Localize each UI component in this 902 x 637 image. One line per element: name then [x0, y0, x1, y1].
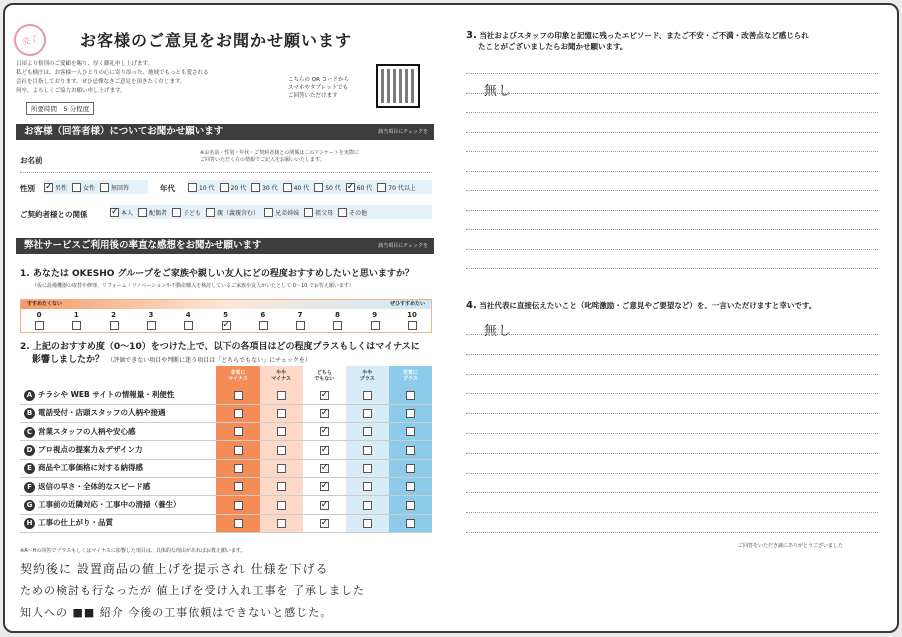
page-title: お客様のご意見をお聞かせ願います — [80, 31, 353, 50]
qr-caption: こちらの QR コードから スマホやタブレットでも ご回答いただけます — [288, 77, 350, 99]
ruled-line — [466, 229, 878, 230]
gender-label: 性別 — [20, 184, 35, 193]
ruled-line — [466, 374, 878, 375]
matrix-checkbox[interactable] — [234, 391, 243, 400]
matrix-checkbox[interactable]: ✓ — [320, 389, 329, 400]
matrix-row-a — [20, 386, 432, 404]
matrix-checkbox[interactable] — [363, 391, 372, 400]
scale-checkbox-0[interactable] — [35, 321, 44, 330]
age-option-50[interactable]: 50 代 — [314, 183, 341, 192]
scale-number-3: 3 — [148, 311, 154, 319]
answer-4-handwriting[interactable]: 無し — [484, 324, 513, 339]
scale-number-6: 6 — [260, 311, 266, 319]
scale-checkbox-9[interactable] — [371, 321, 380, 330]
matrix-row-f — [20, 477, 432, 495]
scale-checkbox-7[interactable] — [296, 321, 305, 330]
handwritten-reason[interactable]: 契約後に 設置商品の値上げを提示され 仕様を下げる ための検討も行なったが 値上げを受け入れ工事を 了承しました 知人への ■■ 紹介 今後の工事依頼はできないと感じた。 — [20, 562, 365, 619]
item-key-badge: H — [24, 518, 35, 529]
matrix-checkbox[interactable] — [277, 519, 286, 528]
matrix-checkbox[interactable] — [277, 482, 286, 491]
matrix-checkbox[interactable] — [234, 519, 243, 528]
matrix-checkbox[interactable]: ✓ — [320, 481, 329, 492]
question-4: 4. 当社代表に直接伝えたいこと（叱咤激励・ご意見やご要望など）を、一言いただけますと幸いです。 — [466, 300, 817, 311]
age-options — [188, 180, 432, 194]
question-3: 3. 当社およびスタッフの印象と記憶に残ったエピソード、またご不安・ご不満・改善点など感じられ たことがございましたらお聞かせ願います。 — [466, 30, 809, 51]
matrix-row-label: C 営業スタッフの人柄や安心感 — [20, 423, 216, 441]
matrix-checkbox[interactable] — [406, 446, 415, 455]
ruled-line — [466, 473, 878, 474]
matrix-row-b — [20, 404, 432, 422]
matrix-row-label: E 商品や工事価格に対する納得感 — [20, 459, 216, 477]
thanks-note: ご回答をいただき誠にありがとうございました — [738, 543, 844, 549]
matrix-checkbox[interactable] — [363, 409, 372, 418]
question-1-note: （仮に設備機器の取替や修理、リフォーム・リノベーションや不動産購入を検討しているご家族や友人がいたとして 0〜10 でお答え願います） — [32, 283, 354, 289]
matrix-note: ※A〜Hの回答でプラスもしくはマイナスに影響した項目は、具体的な理由があればお教え願います。 — [20, 548, 246, 554]
question-2-line2: 影響しましたか？ （評価できない項目や判断に迷う項目は「どちらでもない」にチェックを） — [32, 355, 311, 365]
matrix-checkbox[interactable] — [277, 501, 286, 510]
ruled-line — [466, 512, 878, 513]
matrix-checkbox[interactable] — [234, 501, 243, 510]
scale-checkbox-10[interactable] — [408, 321, 417, 330]
matrix-row-label: G 工事前の近隣対応・工事中の清掃（養生） — [20, 496, 216, 514]
scale-low-label: すすめたくない — [27, 301, 63, 307]
scale-checkbox-8[interactable] — [333, 321, 342, 330]
relation-option-other[interactable]: その他 — [338, 208, 367, 217]
relation-options — [110, 205, 432, 219]
scale-checkbox-4[interactable] — [184, 321, 193, 330]
matrix-checkbox[interactable] — [406, 482, 415, 491]
matrix-checkbox[interactable] — [363, 519, 372, 528]
scale-checkbox-5[interactable]: ✓ — [222, 320, 231, 330]
matrix-row-c — [20, 423, 432, 441]
ruled-line — [466, 532, 878, 533]
age-option-10[interactable]: 10 代 — [188, 183, 215, 192]
question-2: 2. 上記のおすすめ度（0〜10）をつけた上で、以下の各項目はどの程度プラスもしくはマイナスに — [20, 342, 420, 352]
matrix-checkbox[interactable] — [277, 391, 286, 400]
col-neutral: どちら でもない — [303, 366, 346, 386]
col-very-minus: 非常に マイナス — [216, 366, 259, 386]
intro-text: 日頃より格別のご愛顧を賜り、厚く御礼申し上げます。 私ども桶庄は、お客様一人ひとりの心に寄り添った、地域でもっとも愛される 会社を目指しております。ぜひ忌憚なきご意見を頂きたく存じます。 何卒、よろしくご協力お願い申し上げます。 — [16, 61, 209, 94]
ruled-line — [466, 151, 878, 152]
matrix-checkbox[interactable] — [277, 446, 286, 455]
ruled-line — [466, 433, 878, 434]
ruled-line — [466, 112, 878, 113]
scale-number-2: 2 — [111, 311, 117, 319]
scale-number-8: 8 — [334, 311, 340, 319]
item-key-badge: F — [24, 482, 35, 493]
matrix-checkbox[interactable] — [406, 519, 415, 528]
matrix-checkbox[interactable] — [363, 501, 372, 510]
ruled-line — [466, 171, 878, 172]
ruled-line — [466, 453, 878, 454]
matrix-row-label: F 返信の早さ・全体的なスピード感 — [20, 477, 216, 495]
matrix-row-d — [20, 441, 432, 459]
matrix-checkbox[interactable] — [277, 409, 286, 418]
matrix-checkbox[interactable] — [406, 409, 415, 418]
scale-number-1: 1 — [73, 311, 79, 319]
relation-option-sibling[interactable]: 兄弟姉妹 — [264, 208, 299, 217]
scale-number-9: 9 — [372, 311, 378, 319]
ruled-line — [466, 413, 878, 414]
impact-matrix — [20, 366, 432, 533]
relation-option-self[interactable]: ✓ 本人 — [111, 206, 134, 217]
matrix-checkbox[interactable]: ✓ — [320, 517, 329, 528]
matrix-checkbox[interactable] — [234, 482, 243, 491]
matrix-checkbox[interactable] — [363, 482, 372, 491]
check-note: 該当項目にチェックを — [378, 129, 428, 135]
matrix-checkbox[interactable] — [406, 427, 415, 436]
qr-code[interactable] — [376, 64, 420, 108]
recommend-scale — [20, 299, 432, 333]
ruled-line — [466, 249, 878, 250]
ruled-line — [466, 354, 878, 355]
age-label: 年代 — [160, 184, 175, 193]
matrix-row-label: A チラシや WEB サイトの情報量・利便性 — [20, 386, 216, 404]
section-impression-header: 弊社サービスご利用後の率直な感想をお聞かせ願います 該当項目にチェックを — [16, 238, 434, 254]
matrix-row-label: B 電話受付・店頭スタッフの人柄や接遇 — [20, 404, 216, 422]
age-option-60[interactable]: ✓ 60 代 — [346, 181, 373, 192]
matrix-checkbox[interactable] — [234, 446, 243, 455]
ruled-line — [466, 393, 878, 394]
item-key-badge: G — [24, 500, 35, 511]
ruled-line — [466, 93, 878, 94]
matrix-checkbox[interactable] — [277, 464, 286, 473]
scale-checkbox-6[interactable] — [259, 321, 268, 330]
matrix-checkbox[interactable] — [363, 427, 372, 436]
matrix-checkbox[interactable] — [277, 427, 286, 436]
matrix-checkbox[interactable]: ✓ — [320, 444, 329, 455]
relation-option-spouse[interactable]: 配偶者 — [138, 208, 167, 217]
col-slightly-minus: やや マイナス — [260, 366, 303, 386]
matrix-checkbox[interactable]: ✓ — [320, 463, 329, 474]
answer-3-handwriting[interactable]: 無し — [484, 84, 513, 99]
relation-option-grandparent[interactable]: 祖父母 — [304, 208, 333, 217]
item-key-badge: D — [24, 445, 35, 456]
scale-high-label: ぜひすすめたい — [389, 301, 425, 307]
matrix-checkbox[interactable] — [234, 409, 243, 418]
name-label: お名前 — [20, 156, 43, 165]
item-key-badge: B — [24, 408, 35, 419]
matrix-checkbox[interactable] — [363, 464, 372, 473]
age-option-20[interactable]: 20 代 — [220, 183, 247, 192]
scale-checkbox-3[interactable] — [147, 321, 156, 330]
ruled-line — [466, 268, 878, 269]
item-key-badge: C — [24, 427, 35, 438]
relation-option-child[interactable]: 子ども — [172, 208, 201, 217]
scale-number-4: 4 — [185, 311, 191, 319]
matrix-checkbox[interactable] — [406, 464, 415, 473]
check-note: 該当項目にチェックを — [378, 243, 428, 249]
gender-option-none[interactable]: 無回答 — [100, 183, 129, 192]
matrix-checkbox[interactable] — [234, 464, 243, 473]
matrix-checkbox[interactable]: ✓ — [320, 408, 329, 419]
scale-checkbox-1[interactable] — [72, 321, 81, 330]
relation-option-parent[interactable]: 親（義親含む） — [206, 208, 259, 217]
ruled-line — [466, 334, 878, 335]
ruled-line — [466, 210, 878, 211]
name-input[interactable] — [20, 172, 432, 173]
matrix-checkbox[interactable]: ✓ — [320, 426, 329, 437]
item-key-badge: A — [24, 390, 35, 401]
scale-number-7: 7 — [297, 311, 303, 319]
gender-option-female[interactable]: 女性 — [72, 183, 95, 192]
matrix-row-label: H 工事の仕上がり・品質 — [20, 514, 216, 532]
matrix-checkbox[interactable] — [406, 391, 415, 400]
matrix-row-label: D プロ視点の提案力＆デザイン力 — [20, 441, 216, 459]
scale-number-0: 0 — [36, 311, 42, 319]
ruled-line — [466, 492, 878, 493]
matrix-row-h — [20, 514, 432, 532]
matrix-checkbox[interactable] — [363, 446, 372, 455]
age-option-70[interactable]: 70 代以上 — [377, 183, 416, 192]
matrix-row-e — [20, 459, 432, 477]
section-respondent-header: お客様（回答者様）についてお聞かせ願います 該当項目にチェックを — [16, 124, 434, 140]
col-very-plus: 非常に プラス — [389, 366, 432, 386]
gender-options — [44, 180, 148, 194]
matrix-checkbox[interactable] — [406, 501, 415, 510]
relation-label: ご契約者様との関係 — [20, 210, 88, 219]
scale-number-10: 10 — [407, 311, 417, 319]
col-slightly-plus: やや プラス — [346, 366, 389, 386]
matrix-checkbox[interactable] — [234, 427, 243, 436]
stamp-mark: 完了 — [10, 20, 49, 59]
scale-checkbox-2[interactable] — [110, 321, 119, 330]
age-option-30[interactable]: 30 代 — [251, 183, 278, 192]
matrix-row-g — [20, 496, 432, 514]
item-key-badge: E — [24, 463, 35, 474]
ruled-line — [466, 132, 878, 133]
gender-option-male[interactable]: ✓ 男性 — [45, 181, 68, 192]
question-1: 1. あなたは OKESHO グループをご家族や親しい友人にどの程度おすすめしたいと思いますか？ — [20, 269, 414, 279]
age-option-40[interactable]: 40 代 — [283, 183, 310, 192]
time-badge: 所要時間 5 分程度 — [26, 102, 94, 115]
ruled-line — [466, 73, 878, 74]
scale-number-5: 5 — [223, 311, 228, 319]
name-note: ※お名前・性別・年代・ご契約者様との関係はこのアンケートを実際に ご回答いただく方の情報でご記入をお願いいたします。 — [200, 150, 359, 163]
matrix-checkbox[interactable]: ✓ — [320, 499, 329, 510]
ruled-line — [466, 190, 878, 191]
